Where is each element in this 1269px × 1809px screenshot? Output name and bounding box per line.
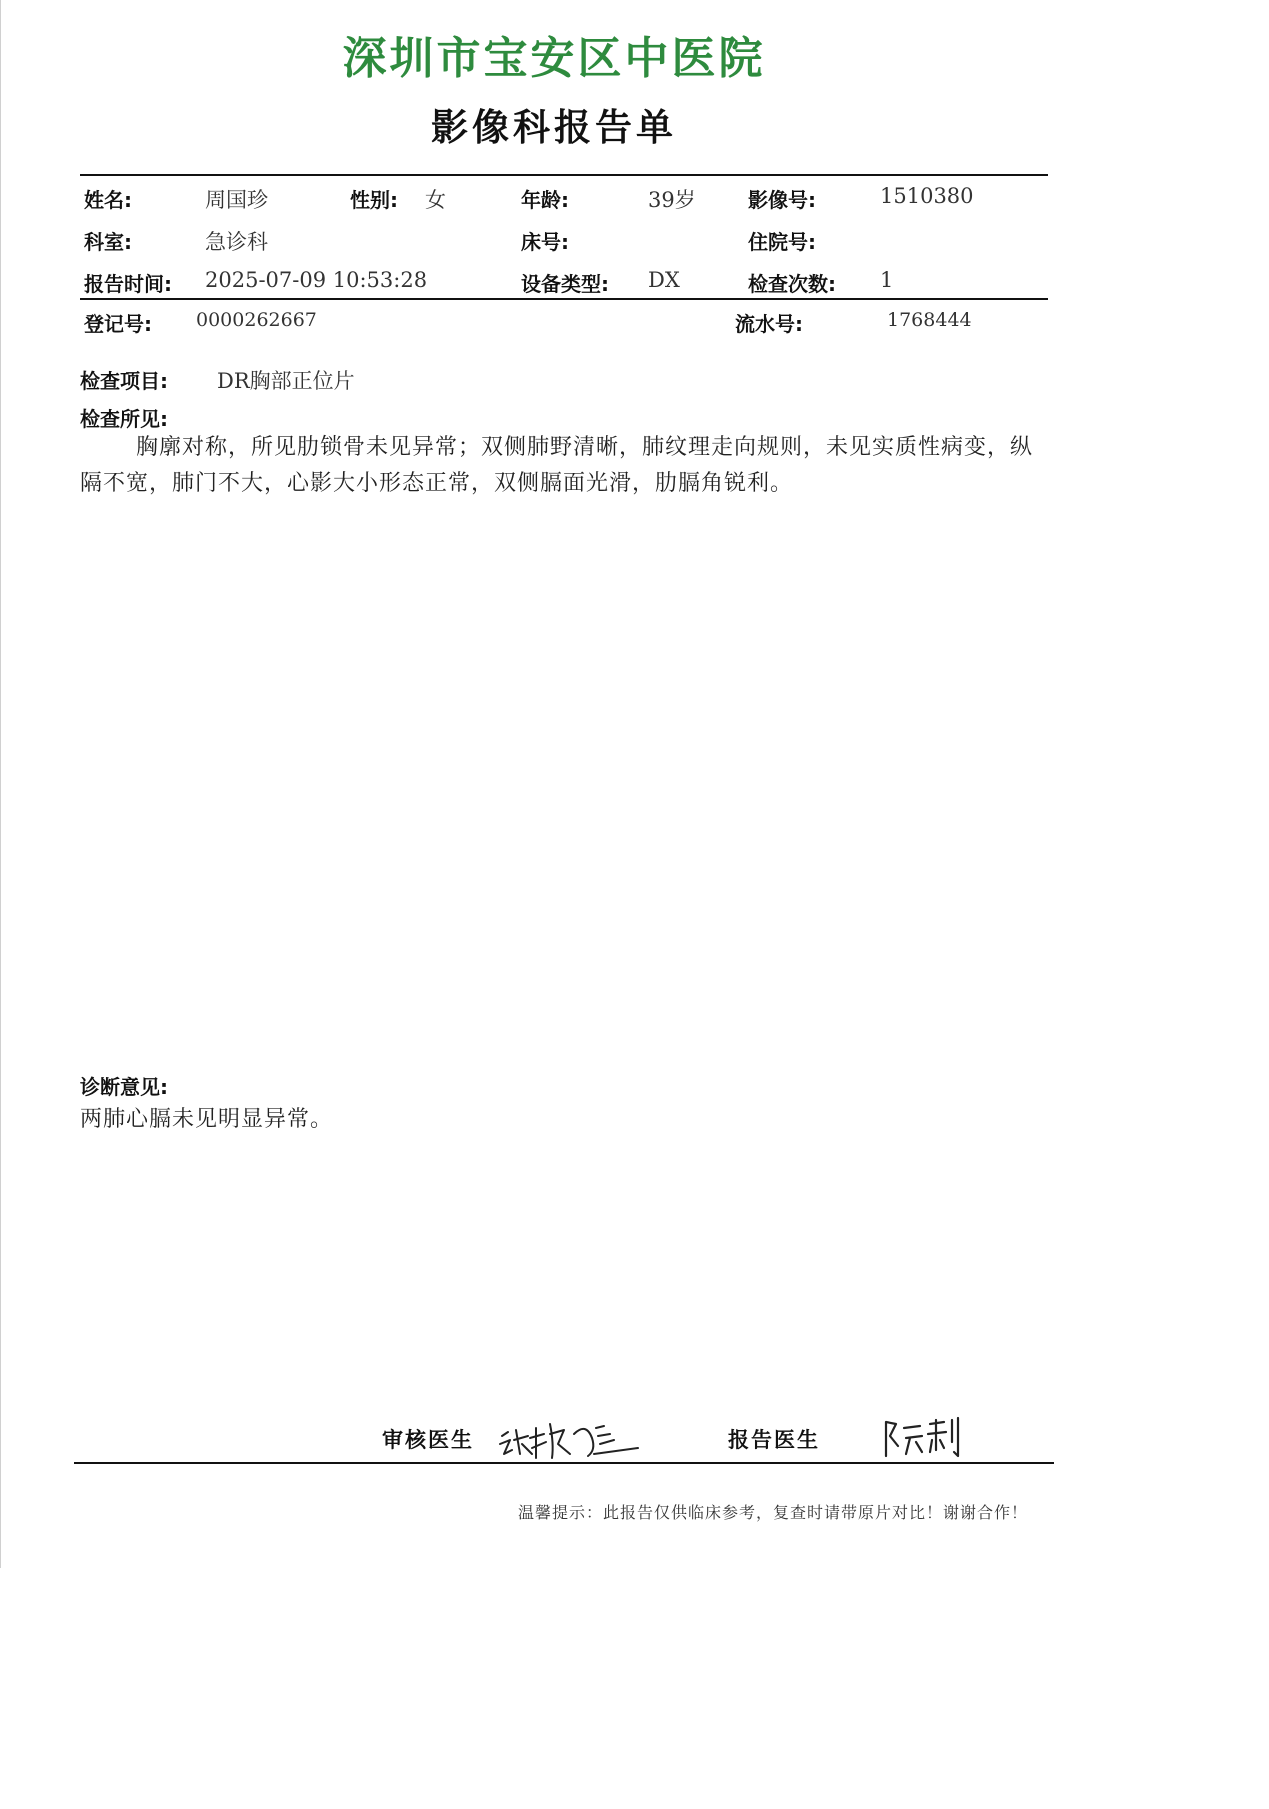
exam-item-label: 检查项目: [80, 369, 168, 393]
report-time-value: 2025-07-09 10:53:28 [205, 268, 428, 292]
diagnosis-label: 诊断意见: [80, 1075, 168, 1099]
image-no-value: 1510380 [880, 184, 974, 208]
reporter-label: 报告医生 [728, 1428, 820, 1452]
reviewer-signature [496, 1414, 646, 1464]
reporter-signature [880, 1412, 964, 1462]
image-no-label: 影像号: [748, 188, 816, 212]
report-title: 影像科报告单 [431, 106, 677, 149]
bed-label: 床号: [521, 230, 569, 254]
name-value: 周国珍 [205, 188, 268, 212]
gender-value: 女 [425, 188, 446, 212]
page-edge [0, 0, 1, 1568]
exam-count-label: 检查次数: [748, 272, 836, 296]
footer-rule [74, 1462, 1054, 1464]
department-label: 科室: [84, 230, 132, 254]
findings-text: 胸廓对称，所见肋锁骨未见异常；双侧肺野清晰，肺纹理走向规则，未见实质性病变，纵隔不宽，肺门不大，心影大小形态正常，双侧膈面光滑，肋膈角锐利。 [80, 435, 1034, 496]
name-label: 姓名: [84, 188, 132, 212]
serial-label: 流水号: [735, 312, 803, 336]
device-type-label: 设备类型: [521, 272, 609, 296]
findings-label: 检查所见: [80, 407, 168, 431]
device-type-value: DX [648, 268, 680, 292]
age-label: 年龄: [521, 188, 569, 212]
report-time-label: 报告时间: [84, 272, 172, 296]
diagnosis-text: 两肺心膈未见明显异常。 [80, 1107, 334, 1132]
department-value: 急诊科 [205, 230, 268, 254]
header-top-rule [80, 174, 1048, 176]
registration-label: 登记号: [84, 312, 152, 336]
header-bottom-rule [80, 298, 1048, 300]
registration-value: 0000262667 [196, 309, 317, 331]
reviewer-label: 审核医生 [382, 1428, 474, 1452]
exam-item-value: DR胸部正位片 [217, 369, 355, 393]
age-value: 39岁 [648, 188, 696, 212]
serial-value: 1768444 [887, 309, 972, 331]
exam-count-value: 1 [880, 268, 894, 292]
gender-label: 性别: [350, 188, 398, 212]
inpatient-no-label: 住院号: [748, 230, 816, 254]
footer-note: 温馨提示：此报告仅供临床参考，复查时请带原片对比！谢谢合作！ [517, 1503, 1028, 1522]
hospital-name: 深圳市宝安区中医院 [342, 33, 766, 84]
